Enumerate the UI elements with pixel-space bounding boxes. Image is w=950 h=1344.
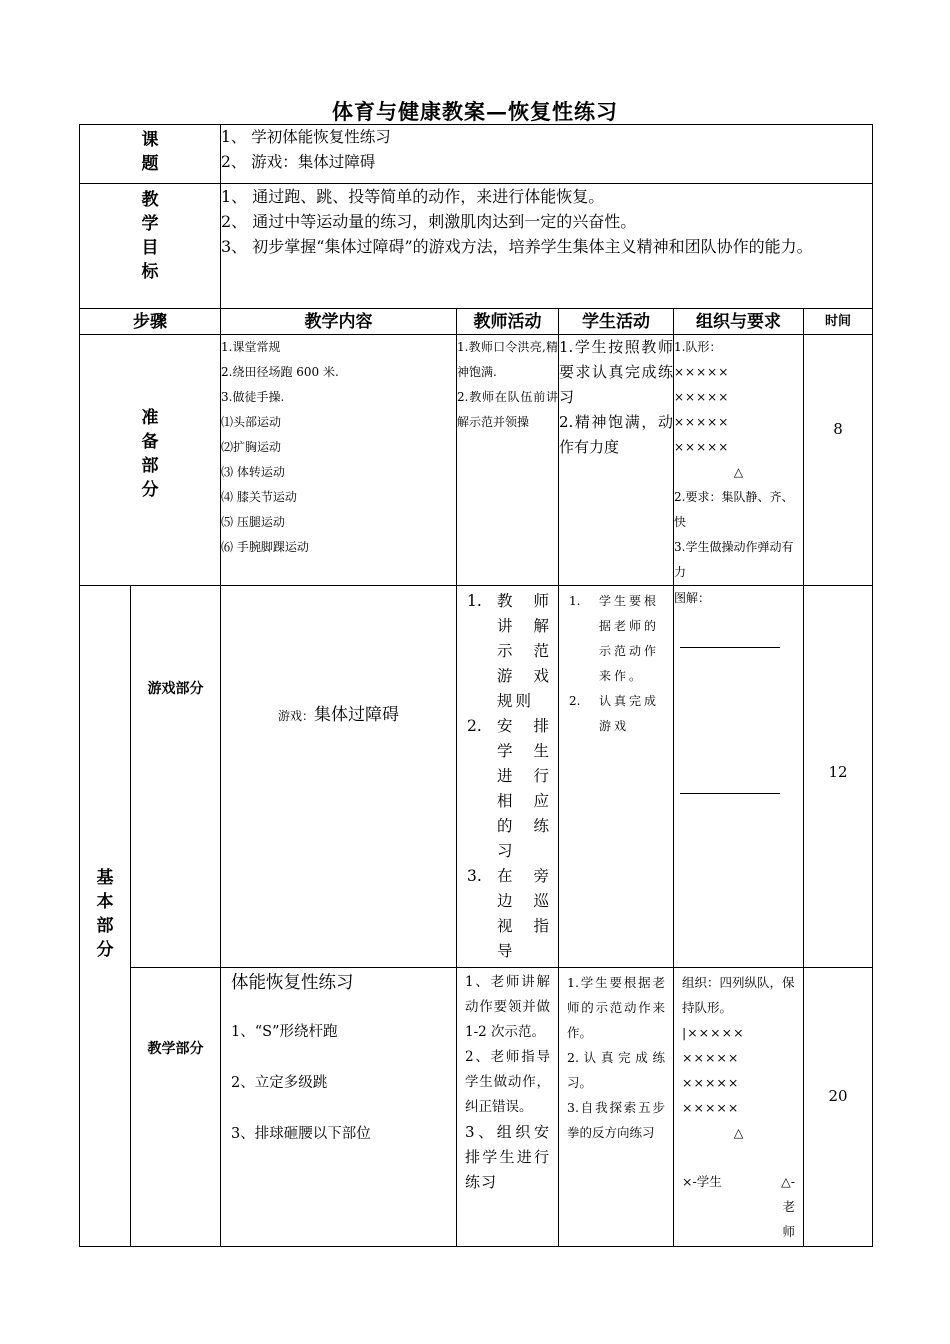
header-teacher: 教师活动 bbox=[457, 309, 559, 335]
basic-label: 基 本 部 分 bbox=[80, 586, 131, 1247]
game-row bbox=[80, 586, 873, 968]
header-content: 教学内容 bbox=[221, 309, 457, 335]
list-item: 2.精神饱满，动作有力度 bbox=[559, 413, 673, 456]
list-item: 1.队形： bbox=[674, 340, 722, 354]
topic-label: 课 题 bbox=[80, 125, 221, 184]
page-title: 体育与健康教案—恢复性练习 bbox=[332, 99, 618, 124]
teach-content-title: 体能恢复性练习 bbox=[231, 973, 354, 993]
teach-row bbox=[80, 968, 873, 1247]
teach-teacher bbox=[457, 968, 559, 1247]
game-label: 游戏部分 bbox=[131, 586, 221, 968]
list-item: ⑸ 压腿运动 bbox=[221, 515, 285, 529]
formation-row: ××××× bbox=[682, 1050, 740, 1065]
prep-row bbox=[80, 335, 873, 586]
list-item: 3.自我探索五步拳的反方向练习 bbox=[567, 1100, 665, 1140]
list-item: 2、老师指导学生做动作，纠正错误。 bbox=[465, 1049, 550, 1115]
legend-teacher: △-老师 bbox=[781, 1174, 795, 1239]
goal-item: 3、 初步掌握“集体过障碍”的游戏方法，培养学生集体主义精神和团队协作的能力。 bbox=[221, 237, 813, 256]
header-time: 时间 bbox=[804, 309, 873, 335]
teach-student bbox=[559, 968, 674, 1247]
formation-row: ××××× bbox=[682, 1075, 740, 1090]
list-item: 2、立定多级跳 bbox=[231, 1075, 328, 1091]
topic-content bbox=[221, 125, 873, 184]
lesson-plan-table bbox=[79, 124, 873, 1247]
diagram-line bbox=[680, 793, 780, 794]
list-item: 3.做徒手操. bbox=[221, 390, 285, 404]
list-item: 1. 教师讲解示范游戏规则 bbox=[467, 592, 552, 710]
list-item: 1、老师讲解动作要领并做 1-2 次示范。 bbox=[465, 974, 550, 1040]
prep-time: 8 bbox=[804, 335, 873, 586]
prep-org bbox=[674, 335, 804, 586]
teacher-marker: △ bbox=[733, 1125, 744, 1140]
list-item: 1.学生按照教师要求认真完成练习 bbox=[559, 338, 673, 406]
prep-content bbox=[221, 335, 457, 586]
list-item: 2. 认真完成游戏 bbox=[569, 694, 660, 733]
goal-item: 2、 通过中等运动量的练习，刺激肌肉达到一定的兴奋性。 bbox=[221, 212, 637, 231]
game-org bbox=[674, 586, 804, 968]
teach-label: 教学部分 bbox=[131, 968, 221, 1247]
list-item: 2.教师在队伍前讲解示范并领操 bbox=[457, 390, 558, 429]
list-item: 1. 学生要根据老师的示范动作来作。 bbox=[569, 594, 660, 683]
game-content: 游戏：集体过障碍 bbox=[221, 586, 457, 968]
header-student: 学生活动 bbox=[559, 309, 674, 335]
legend-student: ×-学生 bbox=[682, 1174, 722, 1189]
list-item: 1.教师口令洪亮,精神饱满. bbox=[457, 340, 558, 379]
formation-row: ××××× bbox=[674, 415, 730, 429]
list-item: 1、“S”形绕杆跑 bbox=[231, 1024, 338, 1040]
list-item: 3. 在旁边巡视指导 bbox=[467, 867, 552, 960]
list-item: 1.学生要根据老师的示范动作来作。 bbox=[567, 975, 665, 1040]
game-time: 12 bbox=[804, 586, 873, 968]
prep-label: 准 备 部 分 bbox=[80, 335, 221, 586]
list-item: ⑹ 手腕脚踝运动 bbox=[221, 540, 309, 554]
prep-student bbox=[559, 335, 674, 586]
list-item: 3.学生做操动作弹动有力 bbox=[674, 540, 794, 579]
list-item: 1.课堂常规 bbox=[221, 340, 281, 354]
teach-org bbox=[674, 968, 804, 1247]
game-teacher bbox=[457, 586, 559, 968]
header-org: 组织与要求 bbox=[674, 309, 804, 335]
list-item: 2.绕田径场跑 600 米. bbox=[221, 365, 339, 379]
list-item: 2. 安排学生进行相应的练习 bbox=[467, 717, 552, 860]
list-item: 组织：四列纵队，保持队形。 bbox=[682, 975, 795, 1015]
game-student bbox=[559, 586, 674, 968]
formation-row: ××××× bbox=[674, 440, 730, 454]
formation-row: |××××× bbox=[682, 1025, 745, 1040]
goal-item: 1、 通过跑、跳、投等简单的动作，来进行体能恢复。 bbox=[221, 187, 605, 206]
list-item: 2.要求：集队静、齐、快 bbox=[674, 490, 794, 529]
list-item: 2.认真完成练习。 bbox=[567, 1050, 665, 1090]
goals-label: 教 学 目 标 bbox=[80, 184, 221, 309]
formation-row: ××××× bbox=[674, 390, 730, 404]
goals-content bbox=[221, 184, 873, 309]
teach-time: 20 bbox=[804, 968, 873, 1247]
topic-item: 2、 游戏：集体过障碍 bbox=[221, 153, 376, 171]
teacher-marker: △ bbox=[733, 465, 744, 479]
topic-item: 1、 学初体能恢复性练习 bbox=[221, 128, 391, 146]
goals-row bbox=[80, 184, 873, 309]
list-item: 3、组织安排学生进行练习 bbox=[465, 1123, 550, 1191]
list-item: ⑵扩胸运动 bbox=[221, 440, 282, 454]
formation-row: ××××× bbox=[682, 1100, 740, 1115]
header-row bbox=[80, 309, 873, 335]
list-item: ⑶ 体转运动 bbox=[221, 465, 285, 479]
topic-row bbox=[80, 125, 873, 184]
prep-teacher bbox=[457, 335, 559, 586]
teach-content bbox=[221, 968, 457, 1247]
list-item: ⑴头部运动 bbox=[221, 415, 282, 429]
header-step: 步骤 bbox=[80, 309, 221, 335]
list-item: ⑷ 膝关节运动 bbox=[221, 490, 297, 504]
diagram-label: 图解： bbox=[674, 591, 711, 605]
list-item: 3、排球砸腰以下部位 bbox=[231, 1126, 371, 1142]
formation-row: ××××× bbox=[674, 365, 730, 379]
